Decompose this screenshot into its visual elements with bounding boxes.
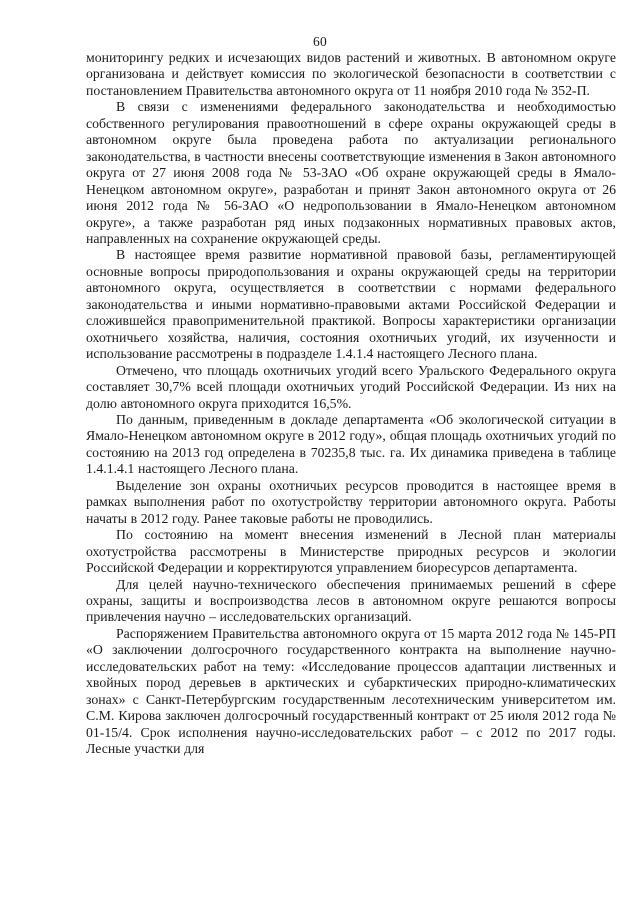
paragraph-protection-zones: Выделение зон охраны охотничьих ресурсов проводится в настоящее время в рамках выполнения работ по охотустройству территории автономного округа. Работы начаты в 2012 году. Ранее таковые работы не проводились. [86, 477, 616, 526]
paragraph-hunting-management: По состоянию на момент внесения изменений в Лесной план материалы охотустройства рассмотрены в Министерстве природных ресурсов и экологии Российской Федерации и корректируются управлением биоресурсов департамента. [86, 527, 616, 576]
page-number: 60 [312, 34, 328, 49]
paragraph-hunting-area-total: По данным, приведенным в докладе департамента «Об экологической ситуации в Ямало-Ненецком автономном округе в 2012 году», общая площадь охотничьих угодий по состоянию на 2013 год определена в 70235,8 тыс. га. Их динамика приведена в таблице 1.4.1.4.1 настоящего Лесного плана. [86, 411, 616, 477]
paragraph-regulatory-base: В настоящее время развитие нормативной правовой базы, регламентирующей основные вопросы природопользования и охраны окружающей среды на территории автономного округа, осуществляется в соответствии с нормами федерального законодательства и иными нормативно-правовыми актами Российской Федерации и сложившейся правоприменительной практикой. Вопросы характеристики организации охотничьего хозяйства, наличия, состояния охотничьих угодий, их изученности и использование рассмотрены в подразделе 1.4.1.4 настоящего Лесного плана. [86, 247, 616, 362]
paragraph-government-contract: Распоряжением Правительства автономного округа от 15 марта 2012 года № 145-РП «О заключении долгосрочного государственного контракта на выполнение научно-исследовательских работ на тему: «Исследование процессов адаптации лиственных и хвойных пород деревьев в арктических и субарктических природно-климатических зонах» с Санкт-Петербургским государственным лесотехническим университетом им. С.М. Кирова заключен долгосрочный государственный контракт от 25 июля 2012 года № 01-15/4. Срок исполнения научно-исследовательских работ – с 2012 по 2017 годы. Лесные участки для [86, 625, 616, 757]
paragraph-scientific-support: Для целей научно-технического обеспечения принимаемых решений в сфере охраны, защиты и воспроизводства лесов в автономном округе решаются вопросы привлечения научно – исследовательских организаций. [86, 576, 616, 625]
paragraph-hunting-area-share: Отмечено, что площадь охотничьих угодий всего Уральского Федерального округа составляет 30,7% всей площади охотничьих угодий Российской Федерации. Из них на долю автономного округа приходится 16,5%. [86, 362, 616, 411]
paragraph-continued: мониторингу редких и исчезающих видов растений и животных. В автономном округе организована и действует комиссия по экологической безопасности в соответствии с постановлением Правительства автономного округа от 11 ноября 2010 года № 352-П. [86, 50, 616, 98]
page-body [86, 50, 616, 757]
paragraph-legislation-changes: В связи с изменениями федерального законодательства и необходимостью собственного регулирования правоотношений в сфере охраны окружающей среды в автономном округе была проведена работа по актуализации регионального законодательства, в частности внесены соответствующие изменения в Закон автономного округа от 27 июня 2008 года № 53-ЗАО «Об охране окружающей среды в Ямало-Ненецком автономном округе», разработан и принят Закон автономного округа от 26 июня 2012 года № 56-ЗАО «О недропользовании в Ямало-Ненецком автономном округе», а также разработан ряд иных подзаконных нормативных правовых актов, направленных на сохранение окружающей среды. [86, 99, 616, 246]
